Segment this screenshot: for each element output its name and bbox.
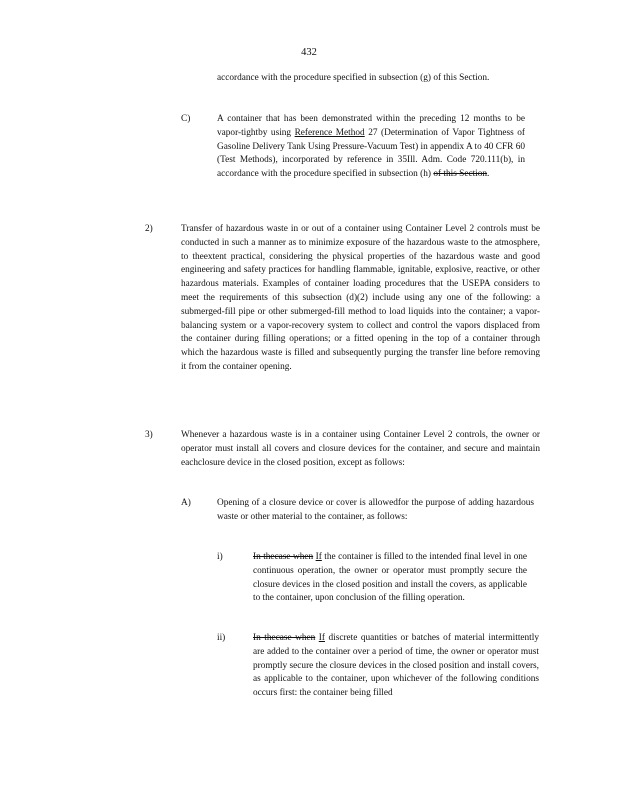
item-c-part1: A container that has been demonstrated within the preceding 12 months to be vapor-tightby using	[217, 114, 525, 138]
item-label-3: 3)	[145, 430, 153, 440]
struck-text: In thecase when	[253, 633, 316, 643]
item-i-text	[253, 551, 527, 606]
reference-method-link-text: Reference Method	[294, 127, 365, 138]
item-3-text: Whenever a hazardous waste is in a container using Container Level 2 controls, the owner or operator must install all covers and closure devices for the container, and secure and maintain eachclosure device in the closed position, except as follows:	[181, 430, 540, 468]
struck-text: of this Section	[433, 169, 488, 180]
item-ii-body: discrete quantities or batches of material intermittently are added to the container over a period of time, the owner or operator must promptly secure the closure devices in the closed position and install covers, as applicable to the container, upon whichever of the following conditions occurs first: the container being filled	[253, 633, 539, 699]
item-label-i: i)	[217, 552, 223, 562]
struck-text: In thecase when	[253, 552, 314, 562]
item-c-part2: 27 (Determination of Vapor Tightness of Gasoline Delivery Tank Using Pressure-Vacuum Test) in appendix A to 40 CFR 60 (Test Methods), incorporated by reference in 35Ill. Adm. Code 720.111(b), in accordance with the procedure specified in subsection (h)	[217, 127, 526, 180]
page-number: 432	[301, 47, 317, 58]
item-c-part3: .	[487, 169, 490, 180]
item-label-a: A)	[181, 498, 191, 508]
inserted-text: If	[315, 552, 322, 562]
item-c-text	[217, 113, 525, 182]
item-label-ii: ii)	[217, 633, 226, 643]
item-ii-text	[253, 632, 539, 701]
inserted-text: If	[318, 633, 325, 643]
item-label-c: C)	[181, 114, 191, 124]
item-a-text: Opening of a closure device or cover is allowedfor the purpose of adding hazardous waste or other material to the container, as follows:	[217, 498, 534, 522]
item-i-body: the container is filled to the intended final level in one continuous operation, the owner or operator must promptly secure the closure devices in the closed position and install the covers, as applicable to the container, upon conclusion of the filling operation.	[253, 552, 527, 604]
item-label-2: 2)	[145, 224, 153, 234]
item-2-text: Transfer of hazardous waste in or out of a container using Container Level 2 controls must be conducted in such a manner as to minimize exposure of the hazardous waste to the atmosphere, to theextent practical, considering the physical properties of the hazardous waste and good engineering and safety practices for handling flammable, ignitable, explosive, reactive, or other hazardous materials. Examples of container loading procedures that the USEPA considers to meet the requirements of this subsection (d)(2) include using any one of the following: a submerged-fill pipe or other submerged-fill method to load liquids into the container; a vapor-balancing system or a vapor-recovery system to collect and control the vapors displaced from the container during filling operations; or a fitted opening in the top of a container through which the hazardous waste is filled and subsequently purging the transfer line before removing it from the container opening.	[181, 224, 540, 372]
continuation-text: accordance with the procedure specified in subsection (g) of this Section.	[217, 73, 490, 83]
